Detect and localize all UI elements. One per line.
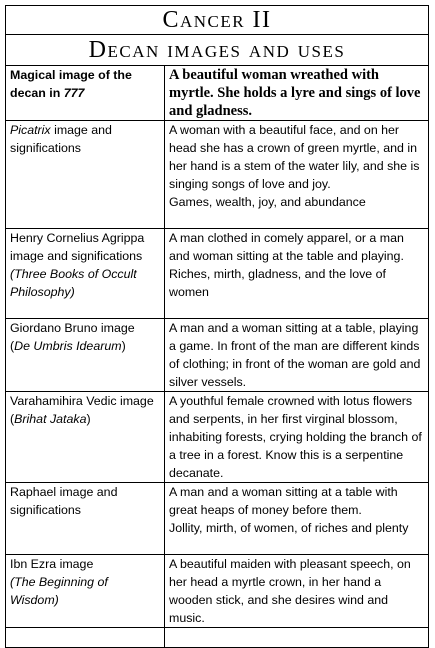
row-description: [165, 555, 429, 628]
decan-table: [5, 5, 429, 648]
label-italic: Brihat Jataka: [14, 412, 87, 426]
label-text: Ibn Ezra image: [10, 557, 94, 571]
label-text: Varahamihira Vedic image (: [10, 394, 154, 426]
row-description: [165, 392, 429, 483]
significations-text: Games, wealth, joy, and abundance: [169, 195, 366, 209]
label-paren-close: ): [86, 412, 91, 426]
page-title: Cancer II: [6, 6, 429, 35]
label-text: Giordano Bruno image: [10, 321, 135, 335]
row-label: [6, 121, 165, 229]
row-description: [165, 319, 429, 392]
description-text: A man clothed in comely apparel, or a man and woman sitting at the table and playing.: [169, 231, 404, 263]
row-description: [165, 121, 429, 229]
table-row: [6, 483, 429, 555]
row-description-empty: [165, 628, 429, 648]
table-row: [6, 66, 429, 121]
table-row: [6, 392, 429, 483]
row-label: [6, 392, 165, 483]
label-italic: De Umbris Idearum: [14, 339, 122, 353]
table-row: [6, 555, 429, 628]
row-description: [165, 66, 429, 121]
description-text: A beautiful woman wreathed with myrtle. She holds a lyre and sings of love and gladness.: [169, 67, 421, 119]
description-text: A man and a woman sitting at a table with great heaps of money before them.: [169, 485, 398, 517]
significations-text: Riches, mirth, gladness, and the love of women: [169, 267, 386, 299]
row-description: [165, 229, 429, 319]
label-text: Raphael image and significations: [10, 485, 118, 517]
subtitle-row: [6, 35, 429, 66]
label-text: Henry Cornelius Agrippa image and significations: [10, 231, 145, 263]
table-row-partial: [6, 628, 429, 648]
description-text: A woman with a beautiful face, and on her head she has a crown of green myrtle, and in her hand is a stem of the water lily, and she is singing songs of love and joy.: [169, 123, 420, 191]
label-paren-close: ): [121, 339, 126, 353]
significations-text: Jollity, mirth, of women, of riches and plenty: [169, 521, 409, 535]
label-text: image and significations: [10, 123, 112, 155]
table-row: [6, 229, 429, 319]
table-row: [6, 319, 429, 392]
label-text: Magical image of the decan in: [10, 68, 132, 100]
row-label: [6, 555, 165, 628]
label-italic: (The Beginning of Wisdom): [10, 575, 108, 607]
row-label: [6, 319, 165, 392]
label-italic: 777: [63, 86, 85, 100]
description-text: A man and a woman sitting at a table, playing a game. In front of the man are different kinds of clothing; in front of the woman are gold and silver vessels.: [169, 321, 421, 389]
row-label: [6, 483, 165, 555]
label-paren-open: (: [10, 339, 15, 353]
description-text: A youthful female crowned with lotus flowers and serpents, in her first virginal blossom, inhabiting forests, crying holding the branch of a tree in a forest. Know this is a serpentine decanate.: [169, 394, 422, 480]
label-italic: Picatrix: [10, 123, 51, 137]
label-italic: (Three Books of Occult Philosophy): [10, 267, 137, 299]
row-label: [6, 229, 165, 319]
page-subtitle: Decan images and uses: [6, 35, 429, 66]
row-label-empty: [6, 628, 165, 648]
row-description: [165, 483, 429, 555]
title-row: [6, 6, 429, 35]
row-label: [6, 66, 165, 121]
description-text: A beautiful maiden with pleasant speech, on her head a myrtle crown, in her hand a wooden stick, and she desires wind and music.: [169, 557, 411, 625]
table-row: [6, 121, 429, 229]
